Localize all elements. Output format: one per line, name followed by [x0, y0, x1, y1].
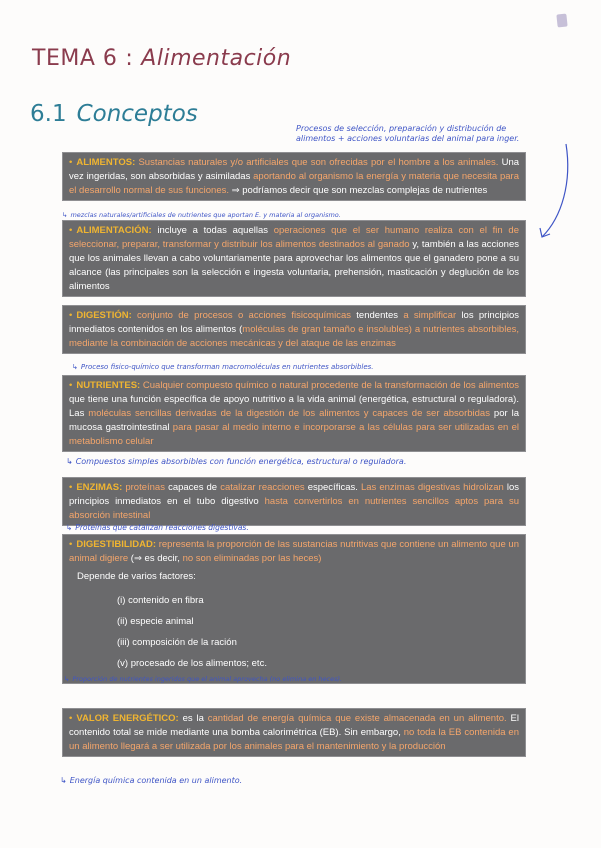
definition-text: por la mucosa gastrointestinal — [69, 408, 520, 433]
note-enzimas: ↳ Proteínas que catalizan reacciones digestivas. — [66, 523, 249, 532]
section-heading — [30, 101, 198, 127]
definition-text: incluye a todas aquellas — [157, 225, 268, 236]
definition-text: tendentes — [356, 310, 399, 321]
definition-text: Una vez ingeridas, son absorbidas y asimiladas — [69, 157, 520, 182]
bullet: • — [69, 539, 73, 550]
card-alimentacion — [62, 220, 526, 297]
definition-text: capaces de — [168, 482, 218, 493]
definition-text: no son eliminadas por las heces) — [182, 553, 322, 564]
definition-text: conjunto de procesos o acciones fisicoquímicas — [137, 310, 351, 321]
section-number: 6.1 — [30, 101, 67, 127]
definition-text: a simplificar — [403, 310, 457, 321]
page-title — [32, 46, 291, 71]
note-digestion: ↳ Proceso fisico-químico que transforman macromoléculas en nutrientes absorbibles. — [72, 363, 374, 371]
annotation-arrow-icon — [532, 142, 572, 242]
list-item: (v) procesado de los alimentos; etc. — [117, 658, 267, 669]
title-name: Alimentación — [141, 46, 292, 71]
list-item: (ii) especie animal — [117, 616, 194, 627]
definition-text: específicas. — [307, 482, 358, 493]
definition-text: catalizar reacciones — [220, 482, 305, 493]
definition-text: aportando al organismo la energía y materia que necesita para el desarrollo normal de sus funciones. — [69, 171, 520, 196]
definition-text: representa la proporción de las sustancias nutritivas que contiene un alimento que un animal digiere — [69, 539, 519, 564]
bullet: • — [69, 225, 73, 236]
definition-text: hasta convertirlos en nutrientes sencillos aptos para su absorción intestinal — [69, 496, 520, 521]
definition-text: no toda la EB contenida en un alimento — [69, 727, 519, 752]
definition-text: Las enzimas digestivas hidrolizan — [360, 482, 504, 493]
card-valor-energetico — [62, 708, 526, 757]
bullet: • — [69, 157, 73, 168]
definition-text: que tiene una función específica de apoyo nutritivo a la vida animal (energética, estructural o reguladora). Las — [69, 394, 519, 419]
definition-text: cantidad de energía química que existe almacenada en un alimento. — [207, 713, 507, 724]
card-enzimas — [62, 477, 526, 526]
term-enzimas: ENZIMAS: — [76, 482, 123, 493]
bullet: • — [69, 713, 73, 724]
list-item: (iii) composición de la ración — [117, 637, 237, 648]
definition-text: Cualquier compuesto químico o natural procedente de la transformación de los alimentos — [142, 380, 519, 391]
term-digestion: DIGESTIÓN: — [76, 310, 132, 321]
definition-text: los principios inmediatos contenidos en los alimentos ( — [69, 310, 520, 335]
factors-list — [77, 590, 519, 674]
definition-text: moléculas sencillas derivadas de la digestión de los alimentos y capaces de ser absorbidas — [88, 408, 490, 419]
bullet: • — [69, 482, 73, 493]
note-valor-energetico: ↳ Energía química contenida en un alimento. — [60, 776, 243, 785]
title-prefix: TEMA 6 — [32, 46, 118, 71]
card-digestibilidad — [62, 534, 526, 684]
note-alimentos: ↳ mezclas naturales/artificiales de nutrientes que aportan E. y materia al organismo. — [62, 211, 341, 219]
bullet: • — [69, 310, 73, 321]
note-digestibilidad: ↳ Proporción de nutrientes ingeridos que el animal aprovecha (no elimina en heces). — [64, 675, 343, 683]
list-item: (i) contenido en fibra — [117, 595, 204, 606]
factors-block — [77, 570, 519, 674]
term-valor-energetico: VALOR ENERGÉTICO: — [76, 713, 179, 724]
card-alimentos — [62, 152, 526, 201]
definition-text: ⇒ podríamos decir que son mezclas complejas de nutrientes — [231, 185, 488, 196]
card-digestion — [62, 305, 526, 354]
definition-text: y, también a las acciones que los animales llevan a cabo voluntariamente para aprovechar los alimentos que el ganadero pone a su alcance (las principales son la selección e ingesta voluntaria, prehensión, masticación y deglución de los alimentos — [69, 239, 519, 292]
bullet: • — [69, 380, 73, 391]
card-nutrientes — [62, 375, 526, 452]
definition-text: (⇒ es decir, — [130, 553, 180, 564]
term-digestibilidad: DIGESTIBILIDAD: — [76, 539, 157, 550]
top-note-line2: alimentos + acciones voluntarias del animal para inger. — [296, 134, 520, 143]
definition-text: El contenido total se mide mediante una bomba calorimétrica (EB). Sin embargo, — [69, 713, 519, 738]
definition-text: para pasar al medio interno e incorporarse a las células para ser utilizadas en el metabolismo celular — [69, 422, 519, 447]
term-alimentacion: ALIMENTACIÓN: — [76, 225, 152, 236]
term-alimentos: ALIMENTOS: — [76, 157, 136, 168]
definition-text: es la — [182, 713, 204, 724]
note-nutrientes: ↳ Compuestos simples absorbibles con función energética, estructural o reguladora. — [66, 457, 407, 466]
factors-label: Depende de varios factores: — [77, 571, 196, 582]
page-corner-mark — [556, 14, 567, 28]
definition-text: operaciones que el ser humano realiza con el fin de seleccionar, preparar, transformar y distribuir los alimentos destinados al ganado — [69, 225, 519, 250]
definition-text: moléculas de gran tamaño e insolubles) a nutrientes absorbibles, mediante la combinación de acciones mecánicas y del ataque de las enzimas — [69, 324, 520, 349]
definition-text: Sustancias naturales y/o artificiales que son ofrecidas por el hombre a los animales. — [138, 157, 499, 168]
term-nutrientes: NUTRIENTES: — [76, 380, 141, 391]
definition-text: los principios inmediatos en el tubo digestivo — [69, 482, 520, 507]
definition-text: llegará a ser utilizada por los animales para el mantenimiento y la producción — [120, 741, 446, 752]
section-title: Conceptos — [76, 101, 198, 127]
top-note — [296, 124, 519, 144]
definition-text: proteínas — [125, 482, 165, 493]
top-note-line1: Procesos de selección, preparación y distribución de — [296, 124, 507, 133]
title-separator: : — [125, 46, 134, 71]
